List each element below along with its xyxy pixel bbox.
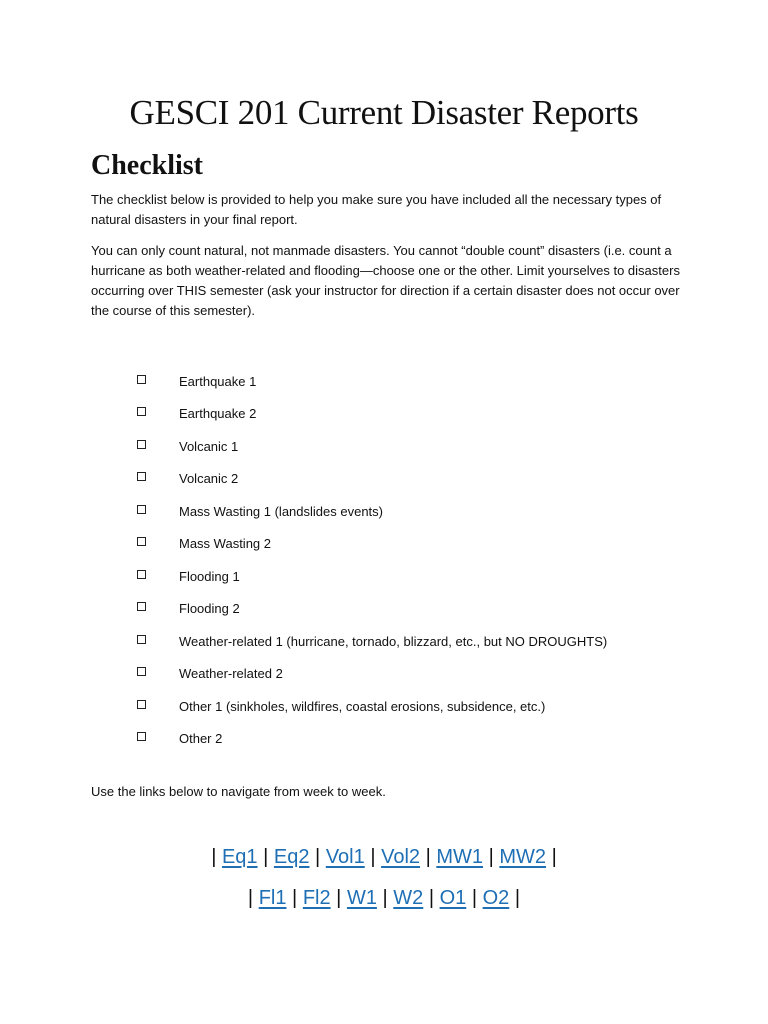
week-link-o2[interactable]: O2	[482, 887, 510, 909]
link-separator: |	[263, 846, 269, 868]
link-separator: |	[315, 846, 321, 868]
checklist-item	[137, 365, 607, 398]
week-link-vol1[interactable]: Vol1	[325, 846, 365, 868]
checkbox[interactable]	[137, 440, 146, 449]
checklist-item	[137, 723, 607, 756]
link-separator: |	[292, 887, 298, 909]
checklist-item-label: Weather-related 2	[179, 666, 283, 682]
week-link-fl2[interactable]: Fl2	[302, 887, 331, 909]
link-separator: |	[488, 846, 494, 868]
rules-paragraph: You can only count natural, not manmade disasters. You cannot “double count” disasters (i.e. count a hurricane as both weather-related and flooding—choose one or the other. Limit yourselves to disasters occurring over THIS semester (ask your instructor for direction if a certain disaster does not occur over the course of this semester).	[91, 243, 680, 318]
checklist-item	[137, 690, 607, 723]
checklist-item-label: Other 2	[179, 731, 223, 747]
checklist-item-label: Flooding 1	[179, 568, 240, 584]
disaster-checklist	[137, 365, 607, 755]
checklist-item-label: Volcanic 1	[179, 438, 239, 454]
checkbox[interactable]	[137, 732, 146, 741]
week-link-w2[interactable]: W2	[393, 887, 424, 909]
checklist-item-label: Earthquake 2	[179, 406, 257, 422]
link-separator: |	[336, 887, 342, 909]
week-link-mw1[interactable]: MW1	[436, 846, 484, 868]
checklist-item-label: Mass Wasting 1 (landslides events)	[179, 503, 383, 519]
navigation-instructions: Use the links below to navigate from week to week.	[91, 784, 386, 799]
checkbox[interactable]	[137, 667, 146, 676]
checklist-item	[137, 528, 607, 561]
week-link-eq2[interactable]: Eq2	[273, 846, 310, 868]
checklist-item-label: Flooding 2	[179, 601, 240, 617]
checklist-item	[137, 463, 607, 496]
week-link-o1[interactable]: O1	[439, 887, 467, 909]
checkbox[interactable]	[137, 700, 146, 709]
checkbox[interactable]	[137, 635, 146, 644]
intro-paragraph: The checklist below is provided to help you make sure you have included all the necessary types of natural disasters in your final report.	[91, 192, 662, 227]
checklist-item-label: Weather-related 1 (hurricane, tornado, blizzard, etc., but NO DROUGHTS)	[179, 633, 608, 649]
checkbox[interactable]	[137, 375, 146, 384]
checklist-item-label: Other 1 (sinkholes, wildfires, coastal erosions, subsidence, etc.)	[179, 698, 546, 714]
link-separator: |	[211, 846, 217, 868]
checklist-heading: Checklist	[91, 150, 203, 181]
checklist-item	[137, 658, 607, 691]
week-links-row-1	[0, 846, 768, 869]
checklist-item	[137, 495, 607, 528]
week-links-row-2	[0, 887, 768, 910]
checkbox[interactable]	[137, 407, 146, 416]
link-separator: |	[247, 887, 254, 909]
checklist-item-label: Mass Wasting 2	[179, 536, 271, 552]
link-separator: |	[471, 887, 478, 909]
checklist-item	[137, 430, 607, 463]
checkbox[interactable]	[137, 505, 146, 514]
checklist-item	[137, 625, 607, 658]
link-separator: |	[370, 846, 376, 868]
checklist-item-label: Volcanic 2	[179, 471, 239, 487]
link-separator: |	[514, 887, 521, 909]
checklist-item	[137, 593, 607, 626]
document-title: GESCI 201 Current Disaster Reports	[129, 93, 639, 132]
checkbox[interactable]	[137, 537, 146, 546]
checklist-item	[137, 398, 607, 431]
week-link-w1[interactable]: W1	[346, 887, 377, 909]
week-link-vol2[interactable]: Vol2	[381, 846, 421, 868]
checkbox[interactable]	[137, 602, 146, 611]
checklist-item-label: Earthquake 1	[179, 373, 257, 389]
link-separator: |	[382, 887, 388, 909]
link-separator: |	[551, 846, 557, 868]
checklist-item	[137, 560, 607, 593]
week-link-fl1[interactable]: Fl1	[258, 887, 287, 909]
week-link-mw2[interactable]: MW2	[499, 846, 547, 868]
week-link-eq1[interactable]: Eq1	[221, 846, 258, 868]
checkbox[interactable]	[137, 570, 146, 579]
checkbox[interactable]	[137, 472, 146, 481]
link-separator: |	[428, 887, 435, 909]
link-separator: |	[425, 846, 431, 868]
